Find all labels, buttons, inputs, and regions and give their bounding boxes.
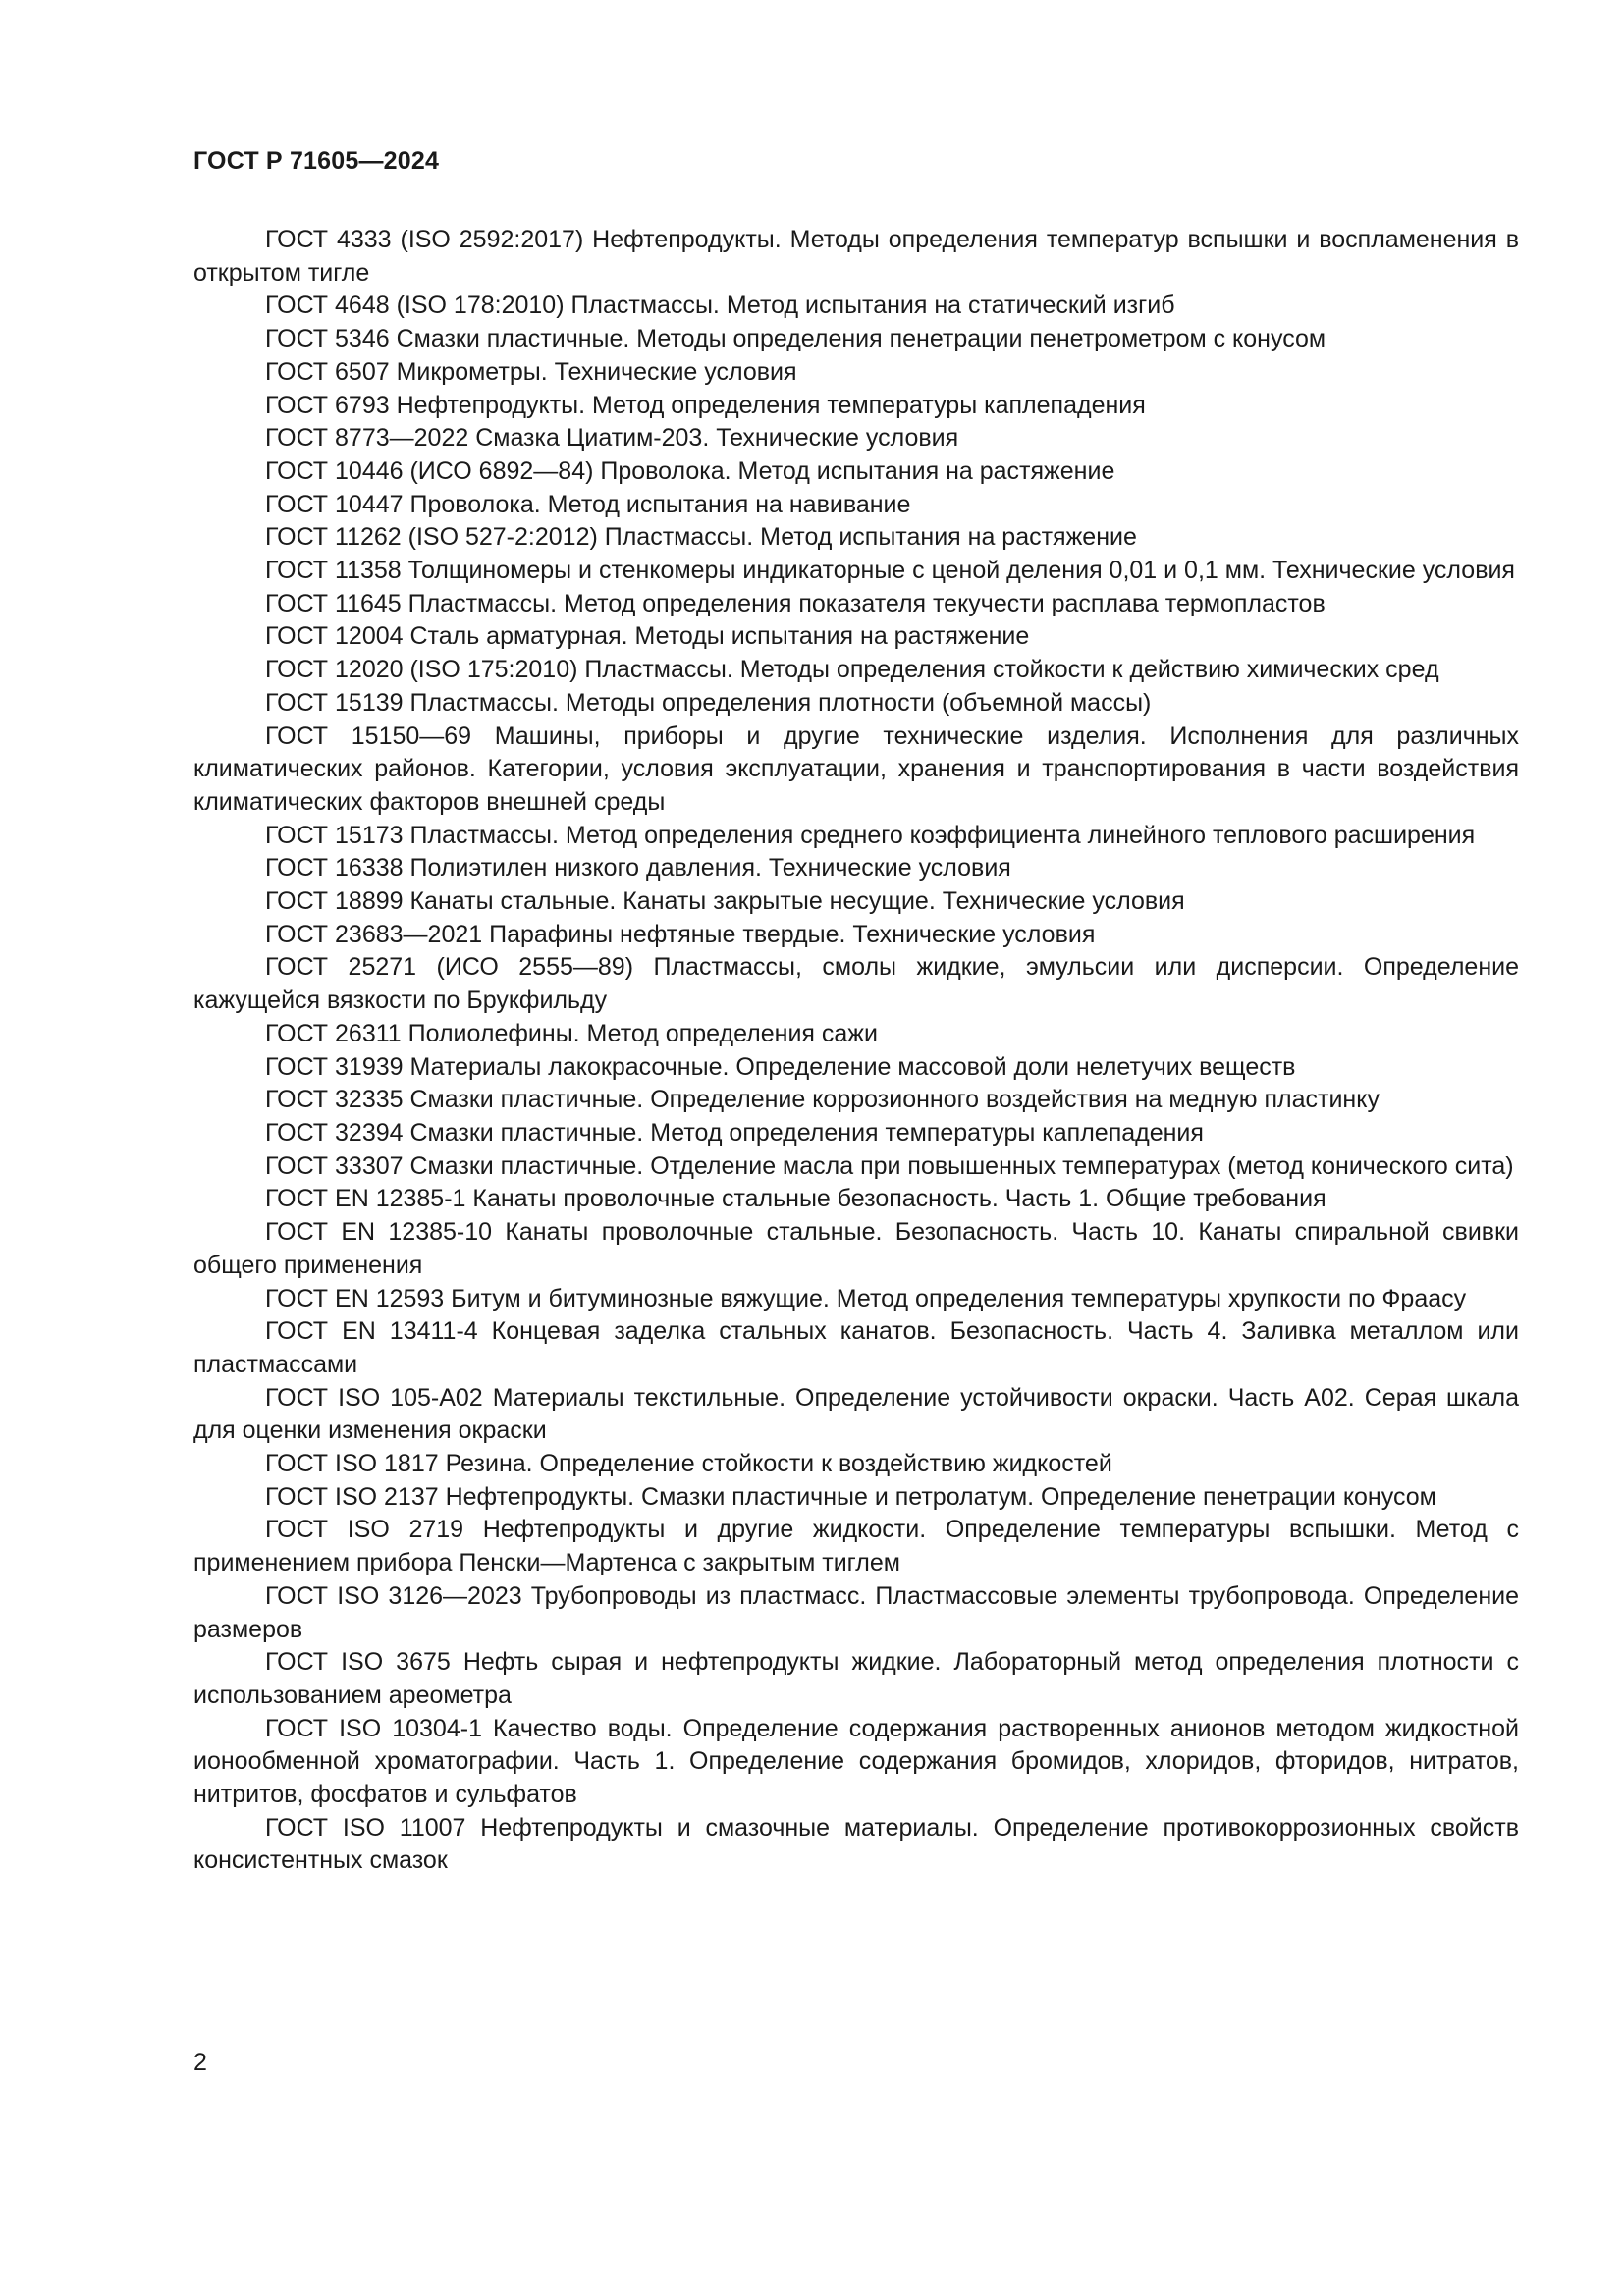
reference-item: ГОСТ 15150—69 Машины, приборы и другие технические изделия. Исполнения для различных климатических районов. Категории, условия эксплуатации, хранения и транспортирования в части воздействия климатических факторов внешней среды <box>193 721 1519 816</box>
reference-item: ГОСТ EN 12593 Битум и битуминозные вяжущие. Метод определения температуры хрупкости по Фраасу <box>265 1284 1467 1312</box>
reference-item: ГОСТ ISO 2137 Нефтепродукты. Смазки пластичные и петролатум. Определение пенетрации конусом <box>265 1482 1436 1511</box>
reference-item: ГОСТ 32394 Смазки пластичные. Метод определения температуры каплепадения <box>265 1118 1204 1147</box>
reference-item: ГОСТ 11262 (ISO 527-2:2012) Пластмассы. Метод испытания на растяжение <box>265 523 1137 552</box>
reference-item: ГОСТ 4333 (ISO 2592:2017) Нефтепродукты. Методы определения температур вспышки и воспламенения в открытом тигле <box>193 226 1519 287</box>
reference-item: ГОСТ ISO 3675 Нефть сырая и нефтепродукты жидкие. Лабораторный метод определения плотности с использованием ареометра <box>193 1648 1519 1709</box>
reference-item: ГОСТ 6793 Нефтепродукты. Метод определения температуры каплепадения <box>265 391 1146 419</box>
reference-item: ГОСТ 11645 Пластмассы. Метод определения показателя текучести расплава термопластов <box>265 589 1326 617</box>
reference-item: ГОСТ ISO 105-A02 Материалы текстильные. Определение устойчивости окраски. Часть А02. Серая шкала для оценки изменения окраски <box>193 1383 1519 1445</box>
reference-item: ГОСТ 8773—2022 Смазка Циатим-203. Технические условия <box>265 424 959 453</box>
document-header: ГОСТ Р 71605—2024 <box>193 147 440 175</box>
reference-item: ГОСТ 10446 (ИСО 6892—84) Проволока. Метод испытания на растяжение <box>265 456 1115 485</box>
reference-item: ГОСТ 12020 (ISO 175:2010) Пластмассы. Методы определения стойкости к действию химических сред <box>265 656 1439 684</box>
normative-references-list <box>193 224 1519 1878</box>
reference-item: ГОСТ 12004 Сталь арматурная. Методы испытания на растяжение <box>265 622 1030 651</box>
reference-item: ГОСТ 26311 Полиолефины. Метод определения сажи <box>265 1019 878 1047</box>
reference-item: ГОСТ ISO 11007 Нефтепродукты и смазочные материалы. Определение противокоррозионных свойств консистентных смазок <box>193 1813 1519 1875</box>
reference-item: ГОСТ ISO 1817 Резина. Определение стойкости к воздействию жидкостей <box>265 1450 1112 1478</box>
reference-item: ГОСТ ISO 2719 Нефтепродукты и другие жидкости. Определение температуры вспышки. Метод с применением прибора Пенски—Мартенса с закрытым тиглем <box>193 1516 1519 1577</box>
reference-item: ГОСТ 15139 Пластмассы. Методы определения плотности (объемной массы) <box>265 688 1152 717</box>
page-number: 2 <box>193 2049 207 2076</box>
reference-item: ГОСТ EN 12385-1 Канаты проволочные стальные безопасность. Часть 1. Общие требования <box>265 1185 1326 1213</box>
reference-item: ГОСТ 6507 Микрометры. Технические условия <box>265 357 797 386</box>
reference-item: ГОСТ ISO 3126—2023 Трубопроводы из пластмасс. Пластмассовые элементы трубопровода. Определение размеров <box>193 1581 1519 1643</box>
reference-item: ГОСТ ISO 10304-1 Качество воды. Определение содержания растворенных анионов методом жидкостной ионообменной хроматографии. Часть 1. Определение содержания бромидов, хлоридов, фторидов, нитратов, нитритов, фосфатов и сульфатов <box>193 1714 1519 1809</box>
reference-item: ГОСТ EN 13411-4 Концевая заделка стальных канатов. Безопасность. Часть 4. Заливка металлом или пластмассами <box>193 1317 1519 1378</box>
reference-item: ГОСТ 11358 Толщиномеры и стенкомеры индикаторные с ценой деления 0,01 и 0,1 мм. Технические условия <box>265 557 1515 585</box>
reference-item: ГОСТ 15173 Пластмассы. Метод определения среднего коэффициента линейного теплового расширения <box>265 821 1476 849</box>
reference-item: ГОСТ 31939 Материалы лакокрасочные. Определение массовой доли нелетучих веществ <box>265 1052 1296 1081</box>
reference-item: ГОСТ 23683—2021 Парафины нефтяные твердые. Технические условия <box>265 920 1096 948</box>
reference-item: ГОСТ 18899 Канаты стальные. Канаты закрытые несущие. Технические условия <box>265 887 1185 916</box>
reference-item: ГОСТ EN 12385-10 Канаты проволочные стальные. Безопасность. Часть 10. Канаты спиральной свивки общего применения <box>193 1218 1519 1279</box>
reference-item: ГОСТ 16338 Полиэтилен низкого давления. Технические условия <box>265 854 1011 882</box>
reference-item: ГОСТ 33307 Смазки пластичные. Отделение масла при повышенных температурах (метод конического сита) <box>265 1151 1514 1180</box>
reference-item: ГОСТ 4648 (ISO 178:2010) Пластмассы. Метод испытания на статический изгиб <box>265 292 1175 320</box>
reference-item: ГОСТ 5346 Смазки пластичные. Методы определения пенетрации пенетрометром с конусом <box>265 325 1326 353</box>
reference-item: ГОСТ 25271 (ИСО 2555—89) Пластмассы, смолы жидкие, эмульсии или дисперсии. Определение кажущейся вязкости по Брукфильду <box>193 953 1519 1015</box>
reference-item: ГОСТ 32335 Смазки пластичные. Определение коррозионного воздействия на медную пластинку <box>265 1086 1380 1114</box>
reference-item: ГОСТ 10447 Проволока. Метод испытания на навивание <box>265 490 911 518</box>
